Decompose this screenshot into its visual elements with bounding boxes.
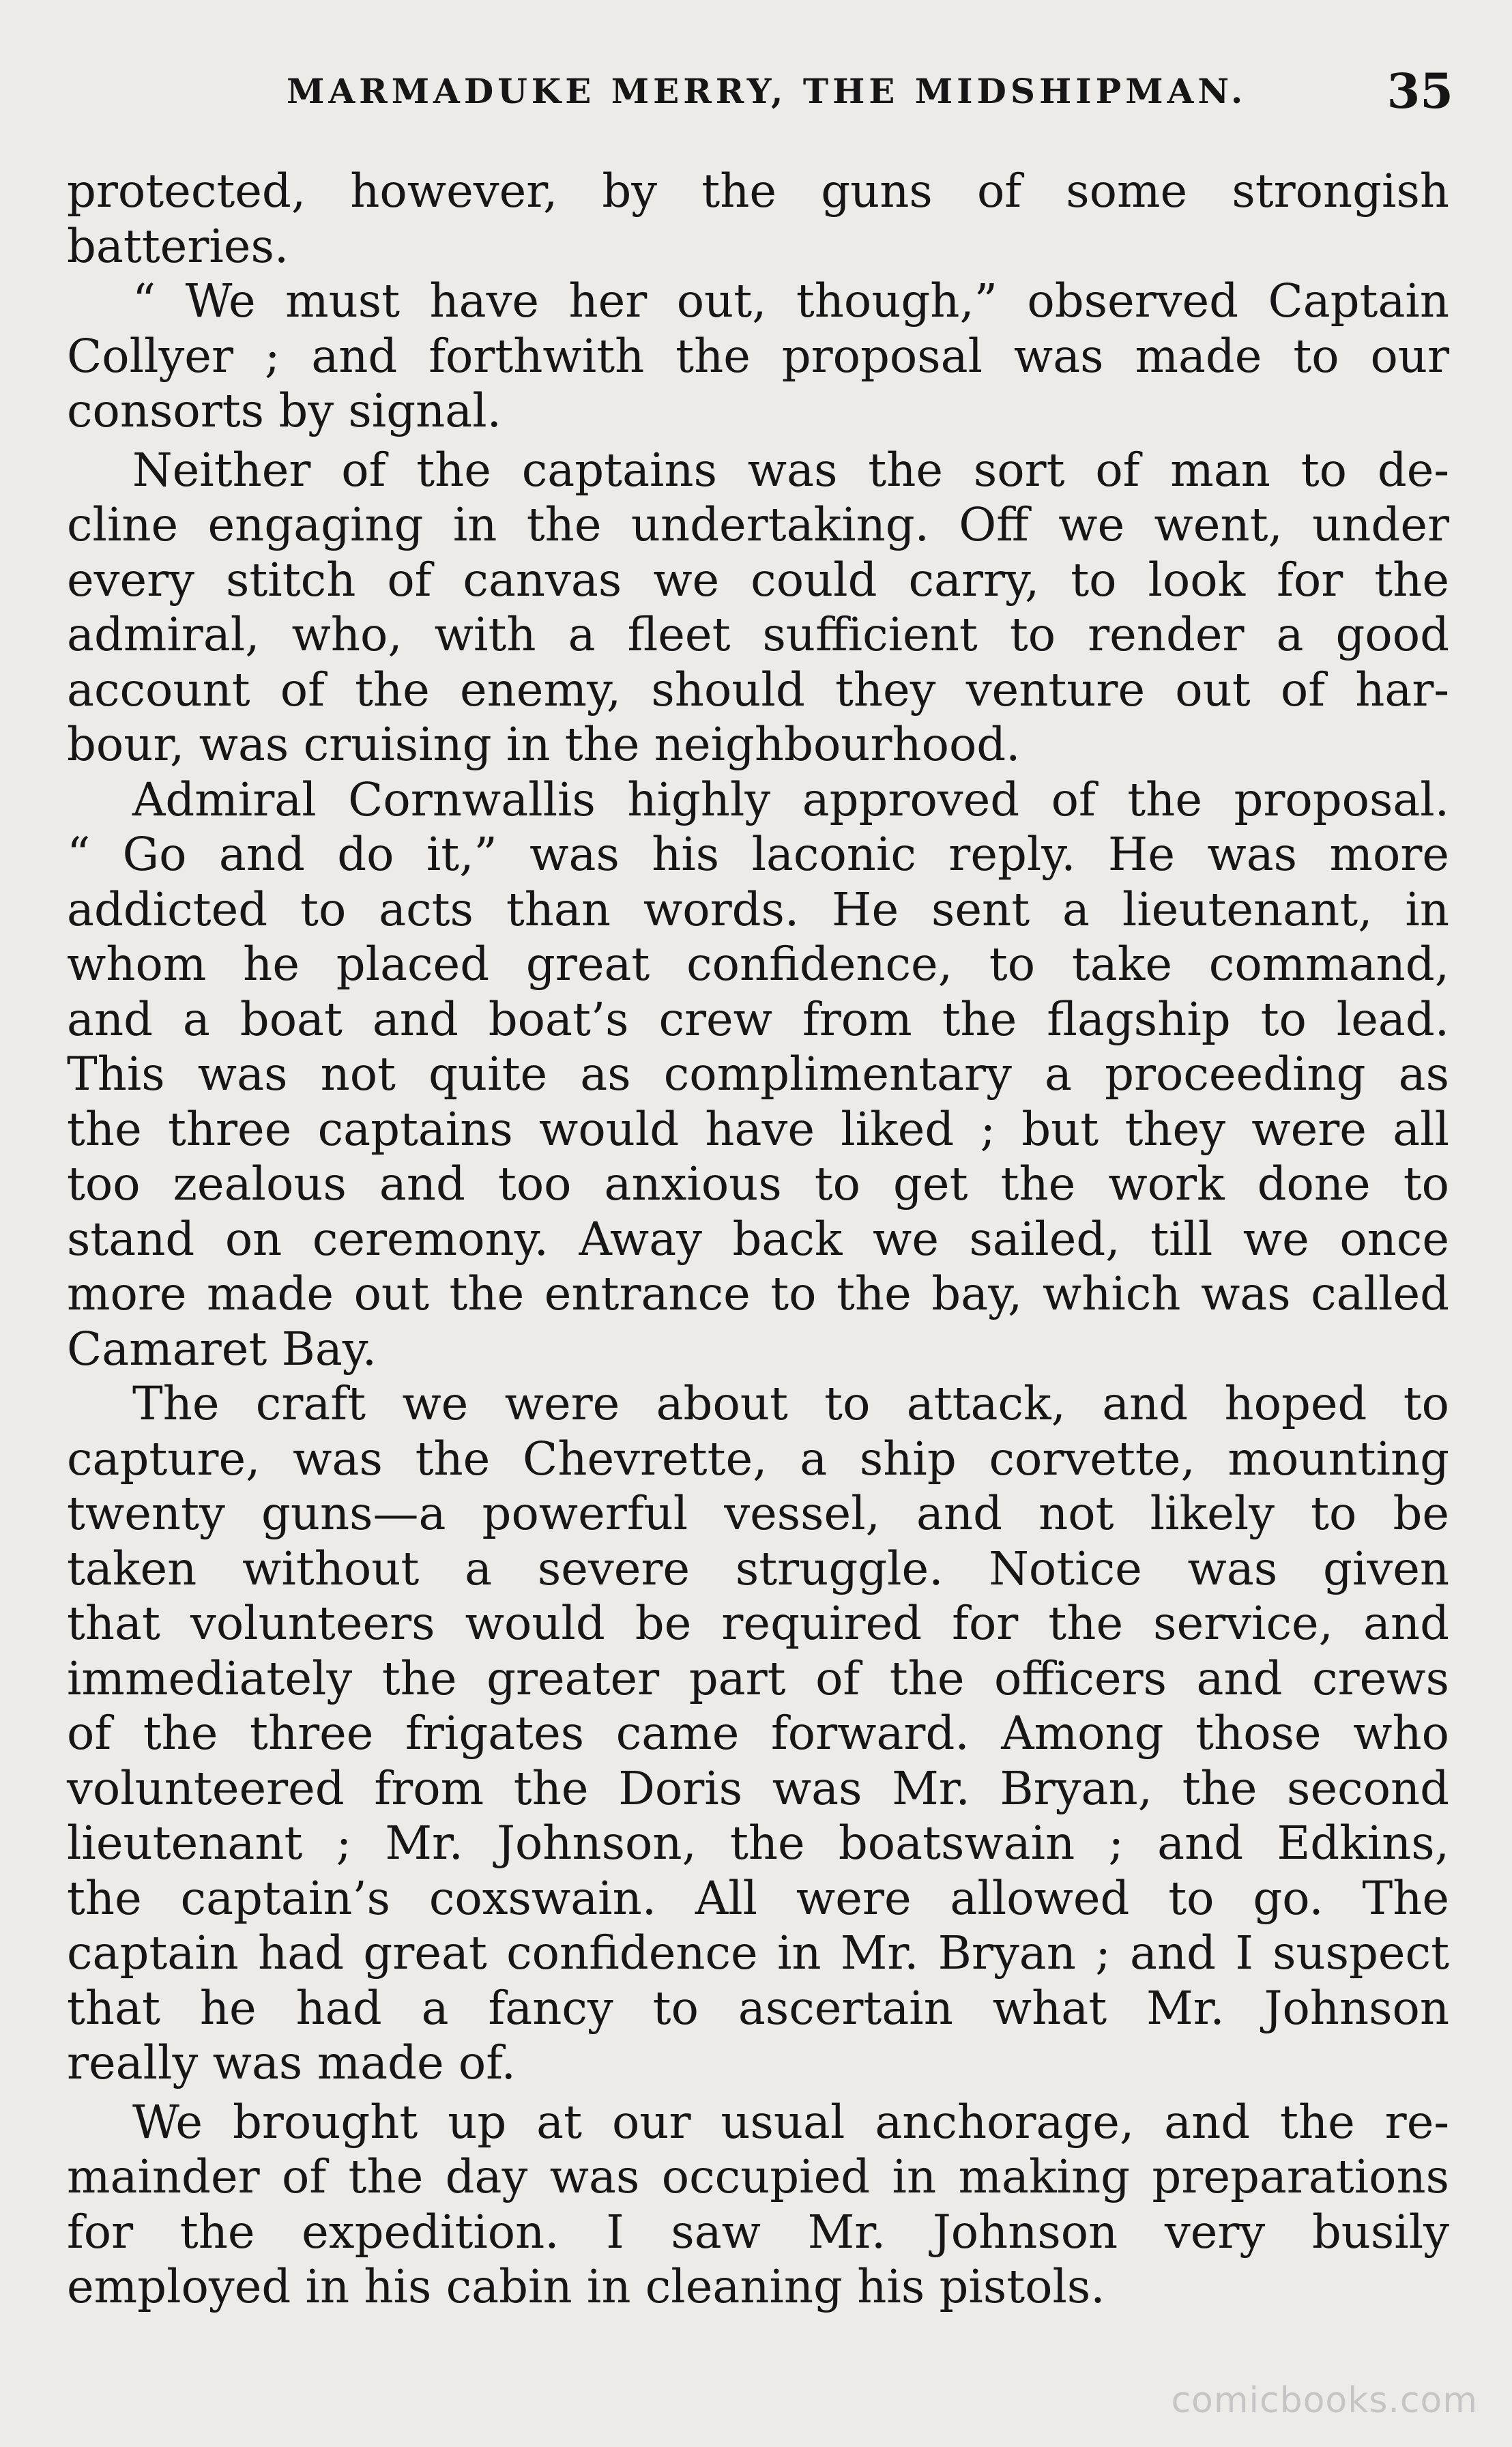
- text-line: twenty guns—a powerful vessel, and not likely to be: [67, 1487, 1449, 1540]
- page-number: 35: [1386, 63, 1453, 119]
- text-line: bour, was cruising in the neighbourhood.: [67, 718, 1021, 771]
- text-line: account of the enemy, should they venture out of har-: [67, 663, 1449, 716]
- text-line: cline engaging in the undertaking. Off we went, under: [67, 498, 1449, 551]
- text-line: the captain’s coxswain. All were allowed to go. The: [67, 1871, 1449, 1925]
- text-line: immediately the greater part of the officers and crews: [67, 1651, 1449, 1705]
- text-line: the three captains would have liked ; but they were all: [67, 1102, 1449, 1156]
- text-line: protected, however, by the guns of some strongish: [67, 164, 1449, 218]
- text-line: admiral, who, with a fleet sufficient to render a good: [67, 608, 1449, 661]
- text-line: Collyer ; and forthwith the proposal was made to our: [67, 329, 1449, 383]
- text-line: captain had great confidence in Mr. Bryan ; and I suspect: [67, 1926, 1449, 1980]
- text-line: “ We must have her out, though,” observed Captain: [132, 274, 1449, 328]
- text-line: Neither of the captains was the sort of man to de-: [132, 443, 1449, 497]
- text-line: batteries.: [67, 219, 289, 273]
- text-line: stand on ceremony. Away back we sailed, till we once: [67, 1212, 1449, 1266]
- text-line: really was made of.: [67, 2036, 516, 2089]
- text-line: Camaret Bay.: [67, 1322, 377, 1376]
- text-line: every stitch of canvas we could carry, to look for the: [67, 553, 1449, 607]
- text-line: “ Go and do it,” was his laconic reply. He was more: [67, 828, 1449, 881]
- text-line: and a boat and boat’s crew from the flagship to lead.: [67, 992, 1449, 1046]
- text-line: We brought up at our usual anchorage, and the re-: [132, 2095, 1449, 2149]
- text-line: taken without a severe struggle. Notice was given: [67, 1541, 1449, 1595]
- page-header: [287, 63, 1453, 124]
- text-line: whom he placed great confidence, to take command,: [67, 938, 1449, 991]
- text-line: more made out the entrance to the bay, which was called: [67, 1267, 1449, 1320]
- watermark: comicbooks.com: [1171, 2380, 1478, 2421]
- text-line: capture, was the Chevrette, a ship corvette, mounting: [67, 1432, 1449, 1486]
- text-line: mainder of the day was occupied in making preparations: [67, 2150, 1449, 2203]
- text-line: The craft we were about to attack, and hoped to: [132, 1377, 1449, 1430]
- text-line: for the expedition. I saw Mr. Johnson very busily: [67, 2205, 1449, 2259]
- text-line: of the three frigates came forward. Among those who: [67, 1707, 1449, 1760]
- text-line: that volunteers would be required for the service, and: [67, 1597, 1449, 1650]
- text-line: lieutenant ; Mr. Johnson, the boatswain ; and Edkins,: [67, 1816, 1449, 1870]
- running-head: MARMADUKE MERRY, THE MIDSHIPMAN.: [287, 71, 1247, 111]
- text-line: that he had a fancy to ascertain what Mr. Johnson: [67, 1981, 1449, 2035]
- text-line: employed in his cabin in cleaning his pistols.: [67, 2260, 1105, 2313]
- text-line: addicted to acts than words. He sent a lieutenant, in: [67, 882, 1449, 936]
- text-line: too zealous and too anxious to get the work done to: [67, 1157, 1449, 1211]
- text-line: volunteered from the Doris was Mr. Bryan, the second: [67, 1761, 1449, 1815]
- text-line: Admiral Cornwallis highly approved of the proposal.: [132, 772, 1449, 826]
- text-line: consorts by signal.: [67, 384, 501, 437]
- text-line: This was not quite as complimentary a proceeding as: [67, 1047, 1449, 1101]
- body-text: [67, 164, 1449, 2315]
